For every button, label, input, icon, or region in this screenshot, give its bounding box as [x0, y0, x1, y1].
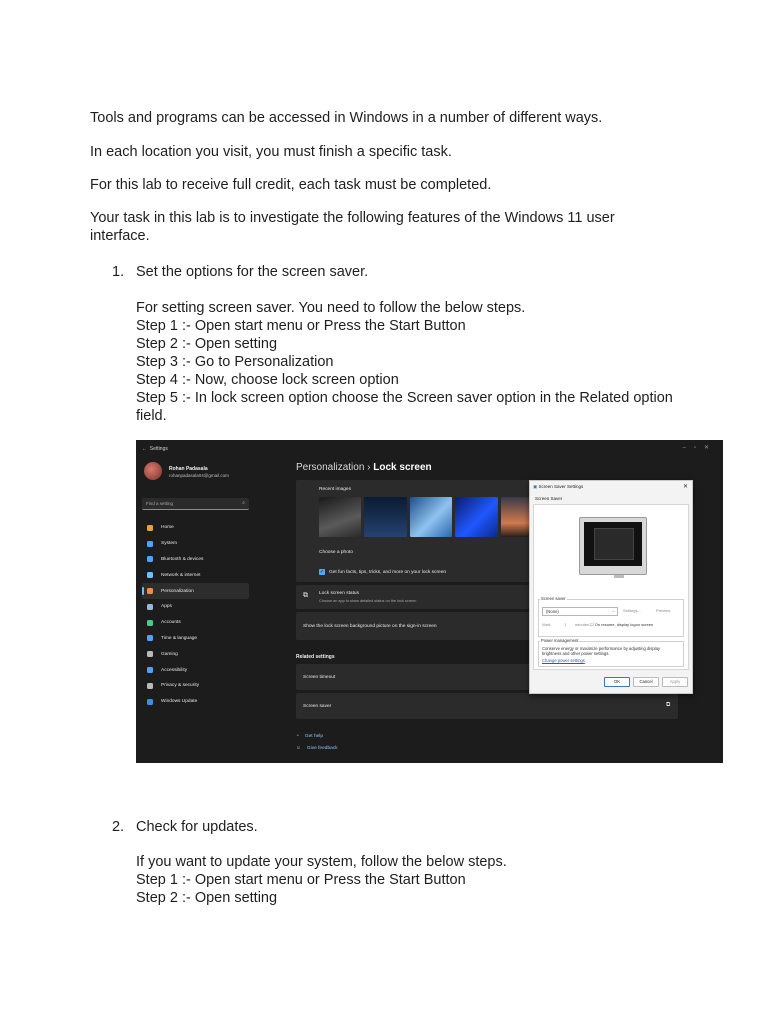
home-icon	[147, 525, 153, 531]
sidebar-item-system[interactable]	[142, 536, 249, 552]
minutes-label: minutes	[575, 622, 590, 627]
external-link-icon: ⧉	[666, 702, 671, 708]
search-placeholder: Find a setting	[146, 501, 174, 506]
sidebar-item-label: Apps	[161, 604, 172, 610]
update-icon	[147, 699, 153, 705]
sidebar-item-label: Windows Update	[161, 699, 198, 705]
gamepad-icon	[147, 651, 153, 657]
intro-paragraph-4: Your task in this lab is to investigate the following features of the Windows 11 user interface.	[90, 210, 615, 244]
monitor-stand	[614, 575, 624, 578]
sidebar-item-bluetooth-devices[interactable]	[142, 552, 249, 568]
task-1-intro: For setting screen saver. You need to follow the below steps.	[136, 300, 526, 316]
accessibility-icon	[147, 667, 153, 673]
sidebar-item-label: Personalization	[161, 588, 194, 594]
screen-saver-group-label: Screen saver	[541, 596, 566, 601]
sidebar-item-privacy-security[interactable]	[142, 678, 249, 694]
task-1-step: Step 5 :- In lock screen option choose the Screen saver option in the Related option field.	[136, 390, 673, 424]
dialog-body	[533, 504, 689, 670]
accounts-icon	[147, 620, 153, 626]
breadcrumb	[296, 462, 432, 473]
sidebar-item-accessibility[interactable]	[142, 662, 249, 678]
screen-timeout-label: Screen timeout	[303, 675, 336, 680]
sidebar-item-label: Gaming	[161, 651, 178, 657]
screen-saver-row[interactable]	[296, 693, 678, 719]
task-1-step: Step 1 :- Open start menu or Press the Start Button	[136, 318, 466, 334]
user-email: rohanpadasala04@gmail.com	[169, 473, 229, 478]
sidebar-item-apps[interactable]	[142, 599, 249, 615]
monitor-preview	[579, 517, 647, 575]
lock-status-label: Lock screen status	[319, 591, 359, 596]
task-2-intro: If you want to update your system, follow the below steps.	[136, 854, 507, 870]
fun-facts-label: Get fun facts, tips, tricks, and more on your lock screen	[329, 570, 447, 575]
task-2-step: Step 2 :- Open setting	[136, 890, 278, 906]
window-controls	[682, 444, 717, 451]
screen-saver-dialog	[529, 480, 693, 694]
power-group-label: Power management	[541, 638, 579, 643]
screen-saver-label: Screen saver	[303, 704, 332, 709]
feedback-icon: ☺	[296, 746, 301, 751]
task-1-step: Step 3 :- Go to Personalization	[136, 354, 334, 370]
show-background-label: Show the lock screen background picture on the sign-in screen	[303, 624, 437, 629]
sidebar-item-network-internet[interactable]	[142, 567, 249, 583]
apply-button[interactable]: Apply	[662, 677, 688, 687]
status-icon: ⧉	[303, 592, 308, 599]
task-2-step: Step 1 :- Open start menu or Press the Start Button	[136, 872, 466, 888]
sidebar-item-label: Network & internet	[161, 572, 201, 578]
intro-paragraph-2: In each location you visit, you must finish a specific task.	[90, 144, 452, 160]
task-1-steps	[136, 299, 676, 425]
dialog-title: ▣ Screen Saver Settings	[533, 484, 584, 489]
sidebar-item-label: Accessibility	[161, 667, 188, 673]
task-2-title: Check for updates.	[136, 819, 258, 835]
system-icon	[147, 541, 153, 547]
wifi-icon	[147, 572, 153, 578]
help-icon: ◔	[296, 734, 299, 739]
intro-paragraph-1: Tools and programs can be accessed in Windows in a number of different ways.	[90, 110, 603, 126]
sidebar-item-time-language[interactable]	[142, 631, 249, 647]
window-title: ← Settings	[142, 446, 168, 452]
change-power-settings-link[interactable]: Change power settings	[542, 658, 585, 663]
recent-image[interactable]	[455, 497, 497, 537]
sidebar-item-label: Time & language	[161, 635, 198, 641]
avatar[interactable]	[144, 462, 162, 480]
sidebar-item-personalization[interactable]	[142, 583, 249, 599]
monitor-screen	[584, 522, 642, 566]
sidebar-item-label: System	[161, 541, 177, 547]
settings-screenshot	[136, 440, 723, 763]
brush-icon	[147, 588, 153, 594]
globe-icon	[147, 635, 153, 641]
sidebar-item-label: Accounts	[161, 620, 181, 626]
breadcrumb-parent[interactable]: Personalization	[296, 462, 365, 473]
wait-stepper[interactable]: 1	[564, 622, 567, 627]
close-icon[interactable]: ✕	[703, 445, 717, 451]
task-2-steps	[136, 853, 676, 907]
dialog-close-icon[interactable]: ✕	[682, 484, 688, 490]
back-arrow-icon[interactable]: ←	[142, 446, 147, 452]
task-1-step: Step 2 :- Open setting	[136, 336, 278, 352]
tab-screen-saver[interactable]: Screen Saver	[535, 496, 563, 501]
screen-saver-select[interactable]: (None) ⌄	[542, 607, 618, 616]
task-1-step: Step 4 :- Now, choose lock screen option	[136, 372, 399, 388]
task-1-number: 1.	[112, 264, 125, 280]
checkbox-checked-icon[interactable]: ✓	[319, 569, 325, 575]
give-feedback-link[interactable]: ☺ Give feedback	[296, 746, 338, 751]
apps-icon	[147, 604, 153, 610]
breadcrumb-separator: ›	[367, 462, 371, 473]
lock-status-desc: Choose an app to show detailed status on the lock screen	[319, 599, 417, 603]
shield-icon	[147, 683, 153, 689]
bluetooth-icon	[147, 556, 153, 562]
cancel-button[interactable]: Cancel	[633, 677, 659, 687]
task-2-number: 2.	[112, 819, 125, 835]
recent-images-label: Recent images	[319, 487, 351, 492]
get-help-link[interactable]: ◔ Get help	[296, 734, 324, 739]
sidebar-nav	[142, 520, 249, 710]
screen-saver-group	[538, 599, 684, 637]
recent-image[interactable]	[319, 497, 361, 537]
recent-image[interactable]	[410, 497, 452, 537]
sidebar-item-windows-update[interactable]	[142, 694, 249, 710]
sidebar-item-accounts[interactable]	[142, 615, 249, 631]
maximize-icon[interactable]: ▫	[693, 445, 704, 451]
task-1-title: Set the options for the screen saver.	[136, 264, 369, 280]
recent-images	[319, 497, 543, 537]
related-settings-heading: Related settings	[296, 654, 335, 660]
ok-button[interactable]: OK	[604, 677, 630, 687]
sidebar-item-label: Privacy & security	[161, 683, 200, 689]
monitor-icon: ▣	[533, 484, 538, 489]
choose-photo-label: Choose a photo	[319, 550, 353, 555]
user-name: Rohan Padasala	[169, 466, 208, 472]
power-description: Conserve energy or maximize performance by adjusting display brightness and other power settings.	[542, 646, 661, 656]
recent-image[interactable]	[364, 497, 406, 537]
preview-button[interactable]: Preview	[656, 608, 671, 613]
sidebar-item-home[interactable]	[142, 520, 249, 536]
sidebar-item-label: Bluetooth & devices	[161, 556, 204, 562]
chevron-down-icon: ⌄	[611, 608, 615, 613]
search-input[interactable]	[142, 498, 249, 510]
preview-window	[594, 528, 634, 560]
resume-checkbox[interactable]: ☐ On resume, display logon screen	[590, 622, 654, 627]
minimize-icon[interactable]: –	[682, 445, 694, 451]
sidebar-item-label: Home	[161, 525, 174, 531]
wait-label: Wait:	[542, 622, 551, 627]
intro-paragraph-3: For this lab to receive full credit, each task must be completed.	[90, 177, 492, 193]
search-icon: ⌕	[242, 500, 245, 506]
page-title: Lock screen	[373, 462, 432, 473]
sidebar-item-gaming[interactable]	[142, 646, 249, 662]
settings-button[interactable]: Settings...	[623, 608, 641, 613]
